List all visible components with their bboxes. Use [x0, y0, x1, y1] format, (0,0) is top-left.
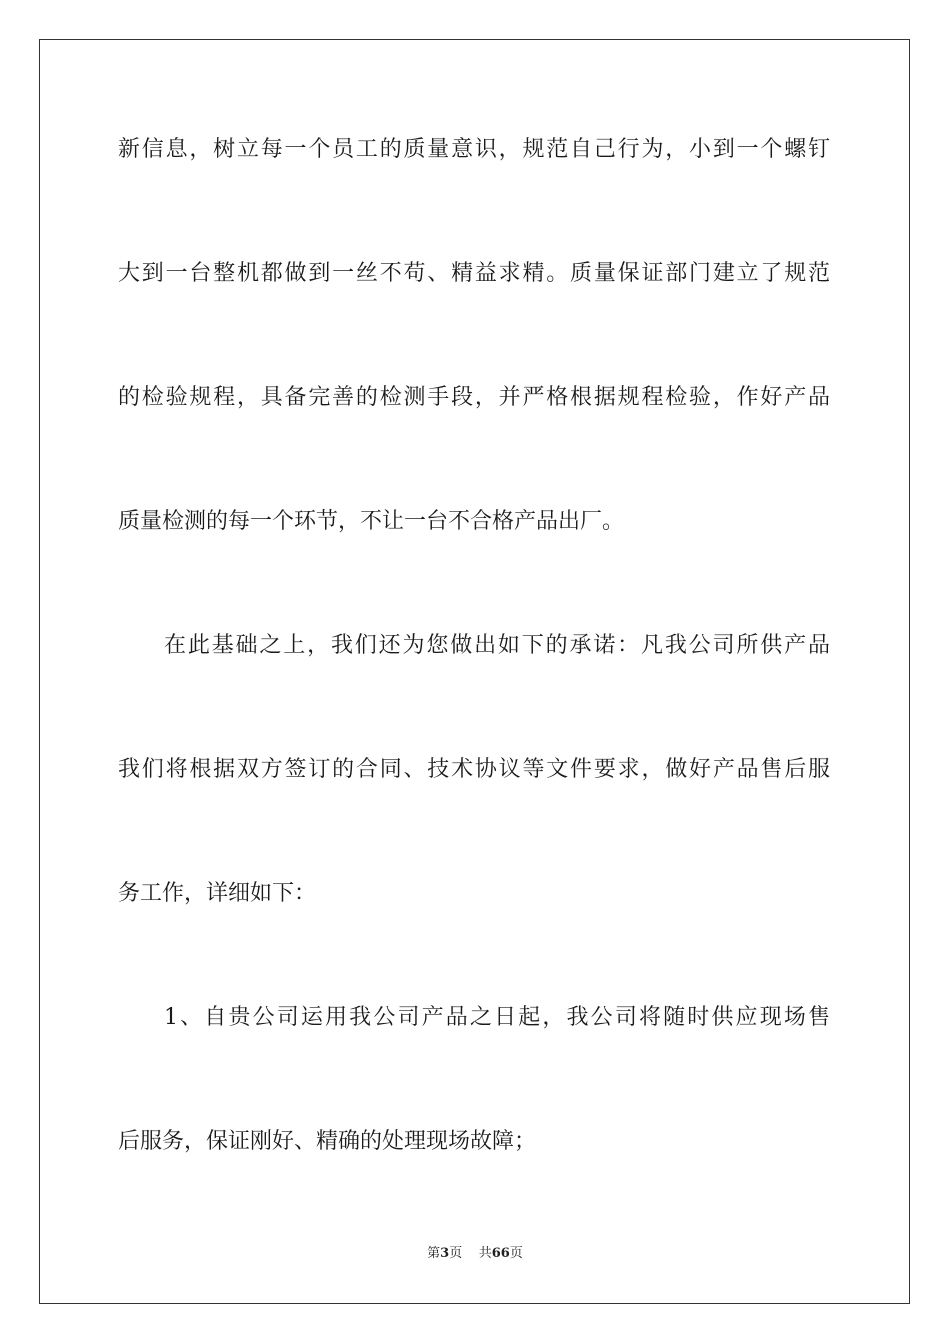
page-suffix: 页 — [449, 1246, 463, 1261]
list-item-line: 1、自贵公司运用我公司产品之日起，我公司将随时供应现场售 — [164, 1005, 830, 1030]
body-line: 后服务，保证刚好、精确的处理现场故障； — [118, 1129, 537, 1154]
page-border — [39, 39, 910, 1304]
paragraph-start-line: 在此基础之上，我们还为您做出如下的承诺：凡我公司所供产品 — [164, 633, 830, 658]
total-prefix: 共 — [478, 1246, 492, 1261]
body-line: 的检验规程，具备完善的检测手段，并严格根据规程检验，作好产品 — [118, 385, 830, 410]
body-line: 质量检测的每一个环节，不让一台不合格产品出厂。 — [118, 509, 625, 534]
body-line: 新信息，树立每一个员工的质量意识，规范自己行为，小到一个螺钉 — [118, 137, 830, 162]
body-line: 大到一台整机都做到一丝不苟、精益求精。质量保证部门建立了规范 — [118, 261, 830, 286]
body-line: 我们将根据双方签订的合同、技术协议等文件要求，做好产品售后服 — [118, 757, 830, 782]
body-line: 务工作，详细如下： — [118, 881, 317, 906]
page-footer — [0, 1245, 950, 1263]
total-suffix: 页 — [509, 1246, 523, 1261]
total-pages: 66 — [491, 1246, 510, 1261]
page-prefix: 第 — [427, 1246, 441, 1261]
page-number: 3 — [440, 1246, 450, 1261]
